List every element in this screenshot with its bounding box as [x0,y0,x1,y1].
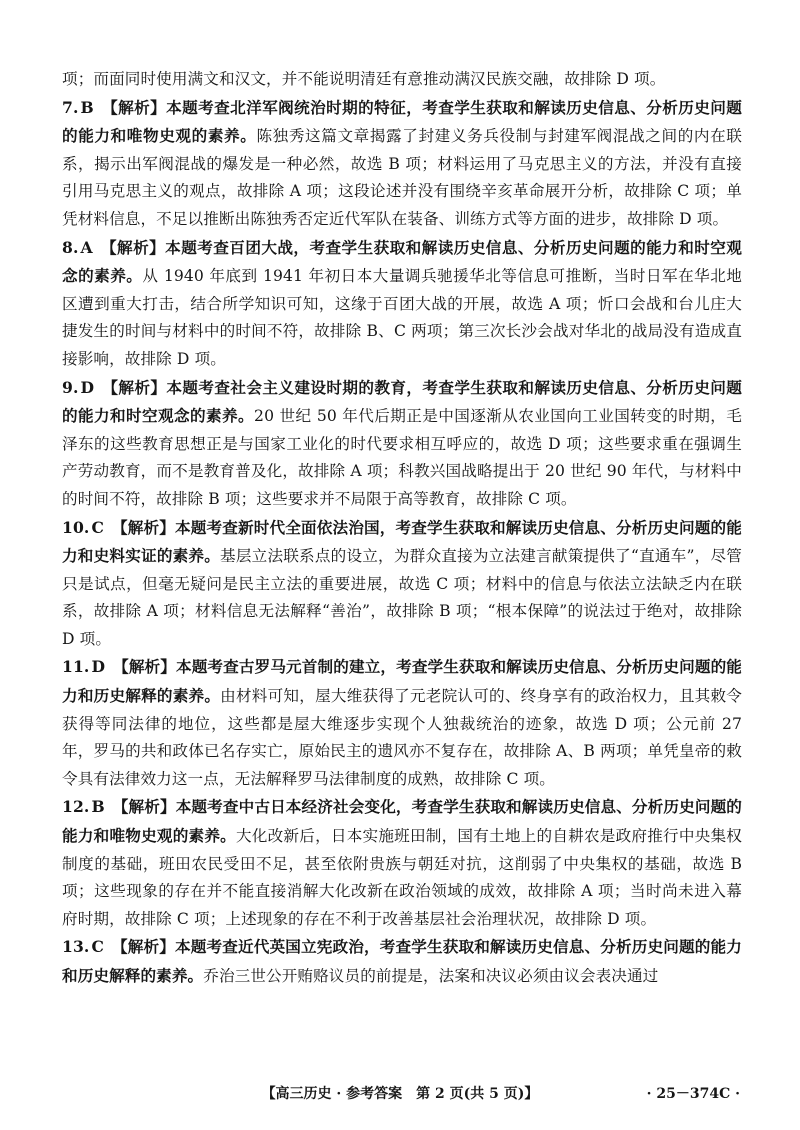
question-analysis: 20 世纪 50 年代后期正是中国逐渐从农业国向工业国转变的时期，毛泽东的这些教育思想正是与国家工业化的时代要求相互呼应的，故选 D 项；这些要求重在强调生产劳动教育，而不是教育普及化，故排除 A 项；科教兴国战略提出于 20 世纪 90 年代，与材料中的时间不符，故排除 B 项；这些要求并不局限于高等教育，故排除 C 项。 [62,407,742,508]
question-answer: C [91,517,104,537]
footer-doc-code: · 25－374C · [646,1086,740,1102]
question-answer: D [91,657,106,677]
question-8 [62,234,742,374]
answer-text [62,66,742,991]
question-12 [62,793,742,933]
analysis-tag: 【解析】 [101,97,167,117]
question-answer: D [80,377,95,397]
question-11 [62,653,742,793]
question-answer: A [80,237,93,257]
question-analysis: 从 1940 年底到 1941 年初日本大量调兵驰援华北等信息可推断，当时日军在华北地区遭到重大打击，结合所学知识可知，这缘于百团大战的开展，故选 A 项；忻口会战和台儿庄大捷发生的时间与材料中的时间不符，故排除 B、C 两项；第三次长沙会战对华北的战局没有造成直接影响，故排除 D 项。 [62,267,742,368]
question-number: 9. [62,377,79,397]
question-number: 8. [62,237,79,257]
continued-text: 项；而面同时使用满文和汉文，并不能说明清廷有意推动满汉民族交融，故排除 D 项。 [62,70,666,88]
question-10 [62,514,742,654]
question-number: 11. [62,657,90,677]
question-analysis: 基层立法联系点的设立，为群众直接为立法建言献策提供了“直通车”，尽管只是试点，但毫无疑问是民主立法的重要进展，故选 C 项；材料中的信息与依法立法缺乏内在联系，故排除 A 项；材料信息无法解释“善治”，故排除 B 项；“根本保障”的说法过于绝对，故排除 D 项。 [62,547,742,648]
question-analysis: 陈独秀这篇文章揭露了封建义务兵役制与封建军阀混战之间的内在联系，揭示出军阀混战的爆发是一种必然，故选 B 项；材料运用了马克思主义的方法，并没有直接引用马克思主义的观点，故排除 A 项；这段论述并没有围绕辛亥革命展开分析，故排除 C 项；单凭材料信息，不足以推断出陈独秀否定近代军队在装备、训练方式等方面的进步，故排除 D 项。 [62,127,742,228]
question-focus: 本题考查社会主义建设时期的教育，考查学生获取和解读历史信息、分析历史问题的能力和时空观念的素养。 [62,377,742,426]
question-number: 7. [62,97,79,117]
question-focus: 本题考查中古日本经济社会变化，考查学生获取和解读历史信息、分析历史问题的能力和唯物史观的素养。 [62,797,742,846]
question-analysis: 乔治三世公开贿赂议员的前提是，法案和决议必须由议会表决通过 [203,967,659,985]
analysis-tag: 【解析】 [113,657,176,677]
question-focus: 本题考查北洋军阀统治时期的特征，考查学生获取和解读历史信息、分析历史问题的能力和唯物史观的素养。 [62,97,742,146]
analysis-tag: 【解析】 [112,797,176,817]
question-number: 12. [62,797,90,817]
page-footer [0,1083,800,1107]
question-focus: 本题考查近代英国立宪政治，考查学生获取和解读历史信息、分析历史问题的能力和历史解释的素养。 [62,937,742,985]
footer-page-info: 【高三历史 · 参考答案 第 2 页(共 5 页)】 [261,1086,539,1102]
question-answer: B [91,797,105,817]
question-answer: C [91,937,104,957]
question-13 [62,933,742,990]
question-analysis: 大化改新后，日本实施班田制，国有土地上的自耕农是政府推行中央集权制度的基础，班田农民受田不足，甚至依附贵族与朝廷对抗，这削弱了中央集权的基础，故选 B 项；这些现象的存在并不能直接消解大化改新在政治领域的成效，故排除 A 项；当时尚未进入幕府时期，故排除 C 项；上述现象的存在不利于改善基层社会治理状况，故排除 D 项。 [62,827,742,928]
analysis-tag: 【解析】 [102,377,167,397]
analysis-tag: 【解析】 [100,237,166,257]
question-focus: 本题考查新时代全面依法治国，考查学生获取和解读历史信息、分析历史问题的能力和史料实证的素养。 [62,517,742,566]
question-7 [62,94,742,234]
question-focus: 本题考查百团大战，考查学生获取和解读历史信息、分析历史问题的能力和时空观念的素养。 [62,237,742,286]
analysis-tag: 【解析】 [111,517,176,537]
question-9 [62,374,742,514]
question-analysis: 由材料可知，屋大维获得了元老院认可的、终身享有的政治权力，且其敕令获得等同法律的地位，这些都是屋大维逐步实现个人独裁统治的迹象，故选 D 项；公元前 27 年，罗马的共和政体已名存实亡，原始民主的遗风亦不复存在，故排除 A、B 两项；单凭皇帝的敕令具有法律效力这一点，无法解释罗马法律制度的成熟，故排除 C 项。 [62,687,742,788]
question-number: 10. [62,517,90,537]
question-number: 13. [62,937,90,957]
analysis-tag: 【解析】 [111,937,176,957]
question-answer: B [80,97,94,117]
question-focus: 本题考查古罗马元首制的建立，考查学生获取和解读历史信息、分析历史问题的能力和历史解释的素养。 [62,657,742,706]
